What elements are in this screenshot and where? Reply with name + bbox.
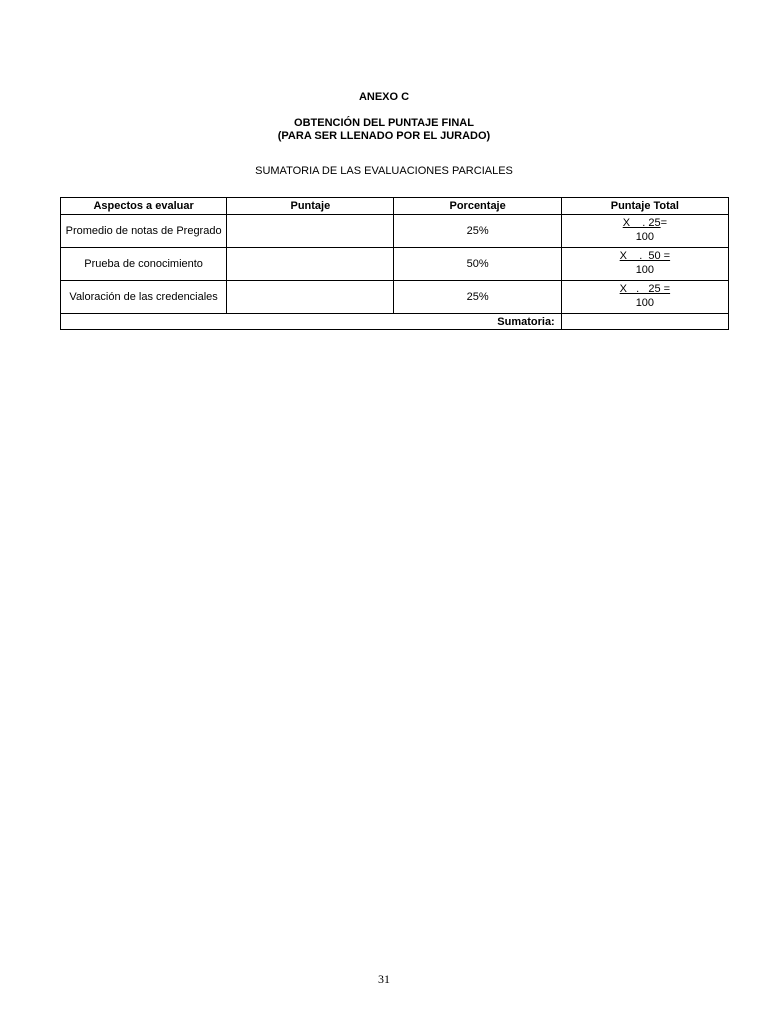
header-total-score: Puntaje Total (561, 198, 728, 215)
table-row (61, 215, 729, 248)
score-cell[interactable] (227, 248, 394, 281)
sum-label: Sumatoria: (61, 314, 562, 330)
score-formula (564, 283, 726, 311)
page-number: 31 (378, 972, 390, 986)
aspect-cell: Prueba de conocimiento (61, 248, 227, 281)
formula-numerator: X . 25 (622, 217, 661, 229)
percentage-cell: 25% (394, 281, 561, 314)
header-percentage: Porcentaje (394, 198, 561, 215)
formula-denominator: 100 (635, 231, 655, 243)
total-score-cell[interactable] (561, 248, 728, 281)
score-formula (564, 250, 726, 278)
evaluation-table (60, 197, 729, 330)
main-title-line2: (PARA SER LLENADO POR EL JURADO) (277, 130, 491, 142)
annex-title: ANEXO C (358, 91, 410, 103)
table-row (61, 248, 729, 281)
table-header-row (61, 198, 729, 215)
percentage-cell: 50% (394, 248, 561, 281)
formula-denominator: 100 (635, 297, 655, 309)
formula-denominator: 100 (635, 264, 655, 276)
formula-numerator: X . 25 = (619, 283, 671, 295)
formula-equals: = (660, 217, 668, 229)
main-title-line1: OBTENCIÓN DEL PUNTAJE FINAL (294, 117, 474, 129)
score-cell[interactable] (227, 215, 394, 248)
total-score-cell[interactable] (561, 215, 728, 248)
total-score-cell[interactable] (561, 281, 728, 314)
formula-numerator: X . 50 = (619, 250, 671, 262)
sum-row (61, 314, 729, 330)
score-cell[interactable] (227, 281, 394, 314)
aspect-cell: Promedio de notas de Pregrado (61, 215, 227, 248)
header-score: Puntaje (227, 198, 394, 215)
score-formula (564, 217, 726, 245)
table-row (61, 281, 729, 314)
header-aspects: Aspectos a evaluar (61, 198, 227, 215)
aspect-cell: Valoración de las credenciales (61, 281, 227, 314)
subtitle: SUMATORIA DE LAS EVALUACIONES PARCIALES (255, 165, 513, 177)
percentage-cell: 25% (394, 215, 561, 248)
sum-value-cell[interactable] (561, 314, 728, 330)
